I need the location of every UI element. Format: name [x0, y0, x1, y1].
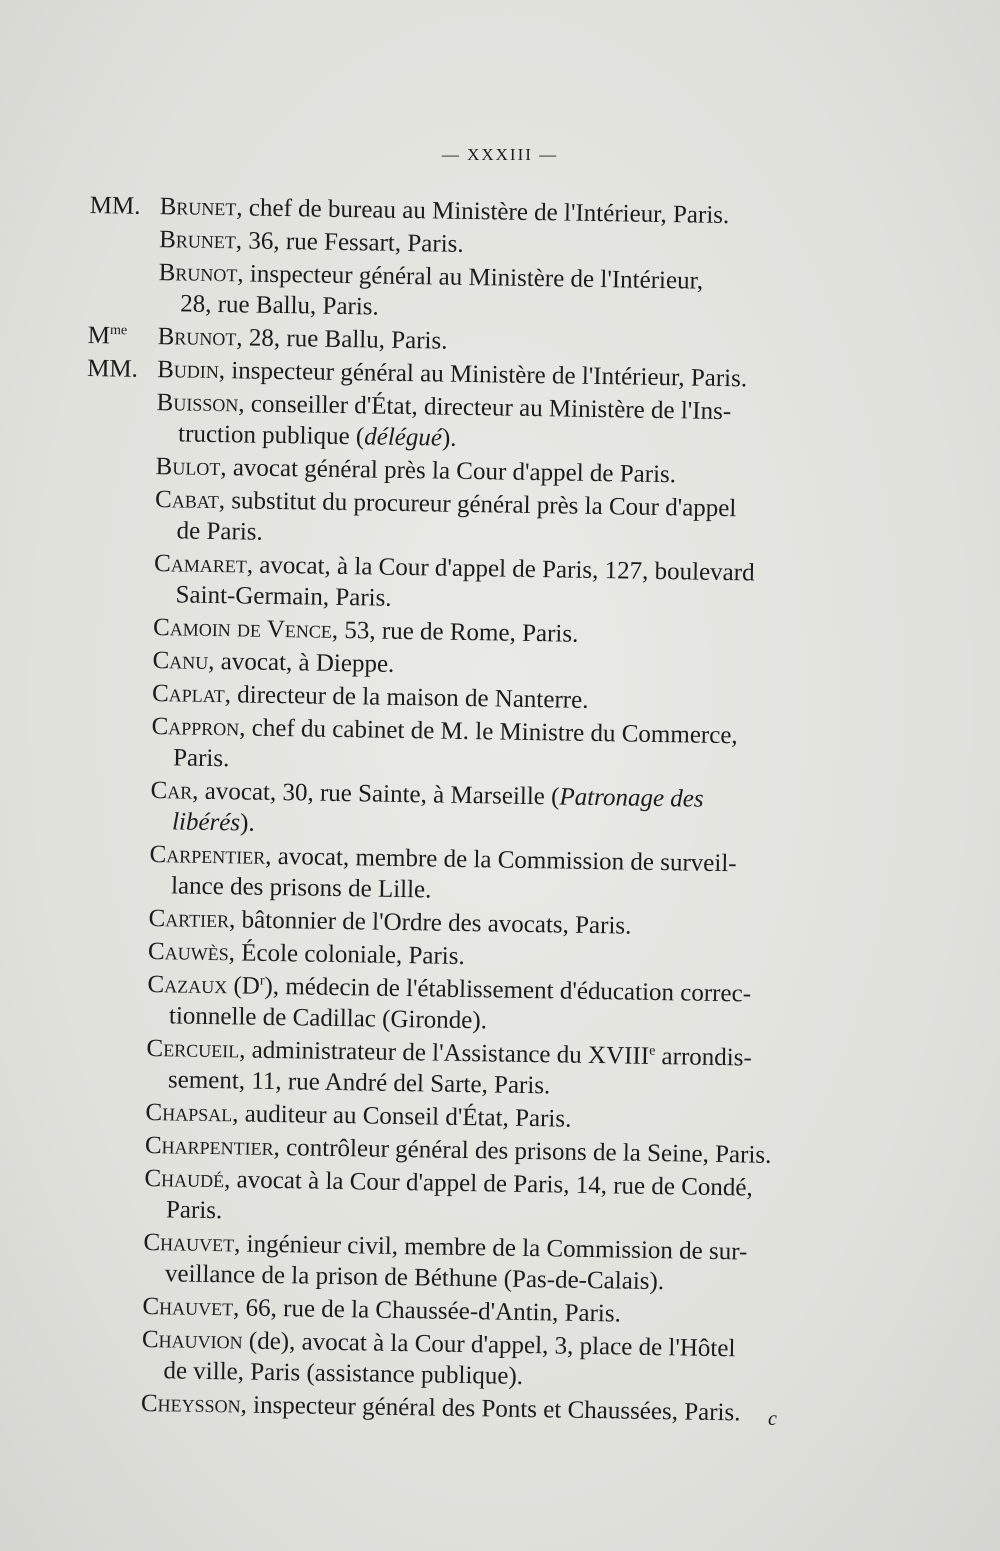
- member-name: Cappron: [151, 713, 240, 742]
- member-name: Buisson: [156, 389, 239, 418]
- continuation-text: truction publique (: [177, 420, 365, 451]
- member-name: Chauvet: [142, 1292, 234, 1322]
- member-name: Brunot: [158, 259, 238, 288]
- member-description: , avocat général près la Cour d'appel de Paris.: [220, 454, 677, 489]
- member-name: Cabat: [154, 486, 220, 515]
- member-name: Chaudé: [144, 1164, 225, 1194]
- member-name: Chapsal: [145, 1098, 233, 1128]
- continuation-text: lance des prisons de Lille.: [170, 872, 432, 904]
- member-description: , inspecteur général au Ministère de l'Intérieur, Paris.: [218, 357, 748, 393]
- member-description: , avocat, 30, rue Sainte, à Marseille (: [192, 777, 560, 811]
- member-name: Carpentier: [149, 841, 266, 870]
- member-entry: [86, 386, 862, 460]
- member-name: Charpentier: [144, 1131, 274, 1162]
- member-description-rest: arrondis-: [655, 1042, 753, 1072]
- member-entry: [74, 1162, 850, 1236]
- member-entry: [81, 710, 857, 784]
- member-description: , 66, rue de la Chaussée-d'Antin, Paris.: [232, 1294, 622, 1328]
- member-description: , 53, rue de Rome, Paris.: [331, 616, 579, 648]
- member-entry: [79, 838, 855, 912]
- member-description: , chef de bureau au Ministère de l'Intérieur, Paris.: [236, 194, 730, 230]
- member-name: Cercueil: [146, 1034, 240, 1064]
- member-entry: [77, 968, 853, 1042]
- continuation-text: de Paris.: [176, 517, 263, 546]
- member-description-rest: ), médecin de l'établissement d'éducation correc-: [264, 972, 752, 1008]
- continuation-text: veillance de la prison de Béthune (Pas-de-Calais).: [164, 1260, 665, 1296]
- member-name: Cartier: [148, 905, 230, 934]
- entry-title-prefix: [87, 353, 138, 385]
- title-superscript: me: [109, 323, 128, 339]
- member-description: , auditeur au Conseil d'État, Paris.: [231, 1100, 572, 1133]
- member-description: , École coloniale, Paris.: [228, 939, 465, 970]
- member-name: Bulot: [155, 453, 221, 482]
- member-description: , 36, rue Fessart, Paris.: [235, 227, 464, 258]
- member-description: , bâtonnier de l'Ordre des avocats, Paris.: [228, 906, 632, 940]
- continuation-text: tionnelle de Cadillac (Gironde).: [168, 1002, 488, 1035]
- continuation-text: sement, 11, rue André del Sarte, Paris.: [167, 1066, 551, 1100]
- continuation-rest: ).: [441, 424, 457, 452]
- member-name: Brunet: [159, 226, 237, 255]
- member-entry: [71, 1323, 847, 1397]
- continuation-text: Paris.: [172, 744, 230, 773]
- member-entry: [80, 774, 856, 848]
- continuation-rest: ).: [239, 809, 255, 837]
- member-name: Camaret: [153, 550, 248, 579]
- member-entry: [76, 1032, 852, 1106]
- member-description: , conseiller d'État, directeur au Ministère de l'Ins-: [238, 390, 732, 426]
- superscript: e: [649, 1043, 656, 1059]
- member-entry: [83, 547, 859, 621]
- member-name: Cazaux: [147, 971, 228, 1000]
- member-name: Cauwès: [147, 938, 229, 967]
- member-name: Chauvion: [141, 1325, 243, 1355]
- member-name: Chauvet: [143, 1228, 235, 1258]
- member-name: Cheysson: [140, 1389, 241, 1419]
- continuation-italic: délégué: [364, 423, 443, 452]
- member-description: , administrateur de l'Assistance du XVIII: [238, 1036, 650, 1070]
- member-name: Car: [150, 777, 193, 805]
- entry-title-prefix: [87, 320, 127, 352]
- title-abbrev: MM.: [86, 354, 139, 383]
- member-description: , 28, rue Ballu, Paris.: [236, 324, 448, 355]
- member-description: , directeur de la maison de Nanterre.: [224, 681, 589, 714]
- member-description: , avocat, membre de la Commission de surveil-: [265, 842, 737, 878]
- member-description: , ingénieur civil, membre de la Commission de sur-: [233, 1230, 748, 1266]
- member-description: , inspecteur général au Ministère de l'Intérieur,: [237, 260, 704, 295]
- member-name: Caplat: [151, 680, 225, 709]
- member-name: Budin: [156, 356, 220, 385]
- member-description: , avocat, à Dieppe.: [208, 647, 395, 678]
- title-abbrev: M: [87, 321, 111, 350]
- member-entry: [88, 256, 864, 330]
- superscript: r: [259, 973, 265, 989]
- member-name: Camoin de Vence: [152, 614, 333, 644]
- member-description: , substitut du procureur général près la Cour d'appel: [218, 487, 737, 523]
- member-entry: [84, 483, 860, 557]
- continuation-text: Paris.: [165, 1196, 223, 1225]
- title-abbrev: MM.: [89, 191, 141, 220]
- member-description: , inspecteur général des Ponts et Chaussées, Paris.: [240, 1391, 741, 1427]
- member-name: Canu: [152, 647, 209, 675]
- member-description: (D: [226, 972, 261, 1000]
- member-description: , avocat à la Cour d'appel de Paris, 14, rue de Condé,: [223, 1166, 753, 1202]
- continuation-text: de ville, Paris (assistance publique).: [163, 1357, 524, 1390]
- signature-mark: c: [768, 1408, 777, 1430]
- member-name: Brunot: [157, 323, 237, 352]
- member-name: Brunet: [159, 193, 237, 222]
- member-description: , avocat, à la Cour d'appel de Paris, 127, boulevard: [246, 551, 755, 587]
- page-number: — XXXIII —: [441, 145, 559, 164]
- continuation-italic: libérés: [171, 808, 241, 837]
- member-description: (de), avocat à la Cour d'appel, 3, place de l'Hôtel: [242, 1327, 736, 1363]
- entry-title-prefix: [90, 190, 141, 222]
- continuation-text: 28, rue Ballu, Paris.: [180, 290, 380, 321]
- member-description: , chef du cabinet de M. le Ministre du Commerce,: [239, 714, 738, 750]
- continuation-text: Saint-Germain, Paris.: [175, 581, 392, 612]
- member-list: [71, 190, 865, 1432]
- member-description: , contrôleur général des prisons de la Seine, Paris.: [273, 1134, 772, 1169]
- member-description-italic: Patronage des: [559, 783, 704, 813]
- member-entry: [73, 1226, 849, 1300]
